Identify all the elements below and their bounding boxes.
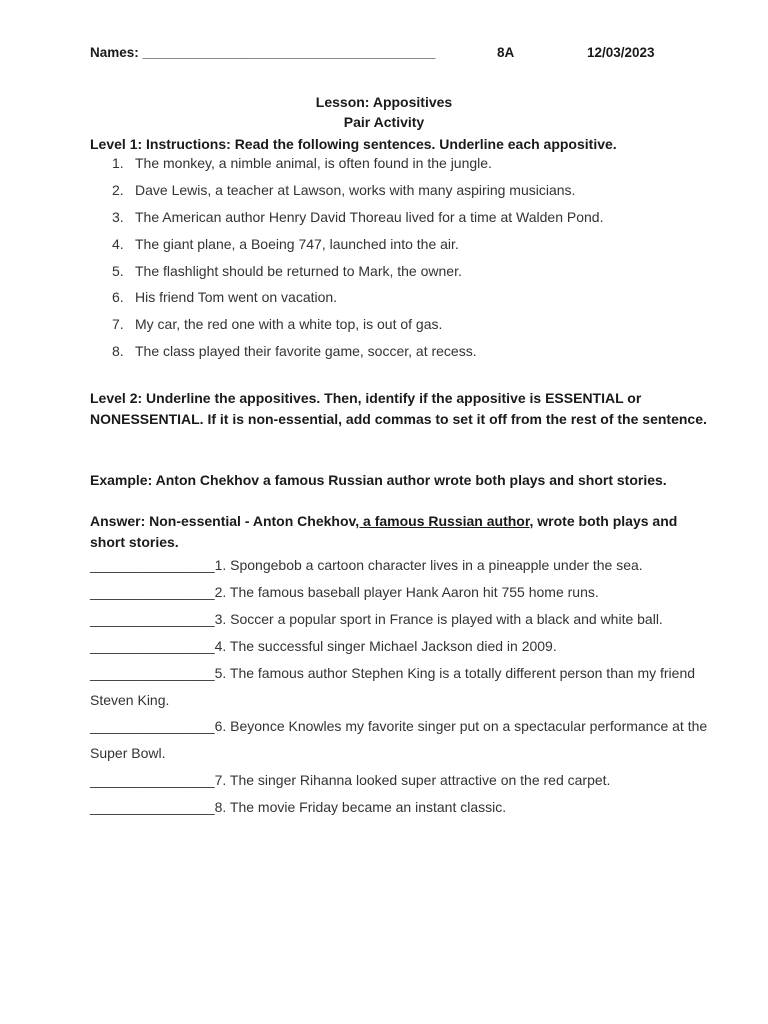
sentence-text: The class played their favorite game, soccer, at recess. xyxy=(135,343,477,360)
level2-instructions: Level 2: Underline the appositives. Then, identify if the appositive is ESSENTIAL or NONESSENTIAL. If it is non-essential, add commas to set it off from the rest of the sentence. xyxy=(90,390,707,427)
sentence-text: His friend Tom went on vacation. xyxy=(135,289,338,306)
answer-blank[interactable]: ________________ xyxy=(90,637,215,654)
list-item xyxy=(90,207,710,234)
answer-underlined-appositive: , a famous Russian author, xyxy=(355,513,534,529)
answer-blank[interactable]: ________________ xyxy=(90,610,215,627)
sentence-text: 5. The famous author Stephen King is a totally different person than my friend Steven King. xyxy=(90,664,696,708)
list-item xyxy=(90,633,710,660)
example-answer xyxy=(90,511,710,552)
item-number: 6. xyxy=(112,289,124,306)
answer-blank[interactable]: ________________ xyxy=(90,557,215,573)
list-item xyxy=(90,767,710,794)
sentence-text: 7. The singer Rihanna looked super attractive on the red carpet. xyxy=(214,772,611,789)
answer-prefix: Answer: Non-essential - Anton Chekhov xyxy=(90,513,356,529)
sentence-text: 6. Beyonce Knowles my favorite singer put on a spectacular performance at the Super Bowl. xyxy=(90,718,708,762)
answer-blank[interactable]: ________________ xyxy=(90,583,215,600)
item-number: 2. xyxy=(112,181,124,198)
level2-list xyxy=(90,552,710,821)
list-item xyxy=(90,180,710,207)
item-number: 3. xyxy=(112,208,124,225)
sentence-text: My car, the red one with a white top, is out of gas. xyxy=(135,316,443,333)
sentence-text: The flashlight should be returned to Mark, the owner. xyxy=(135,262,462,279)
item-number: 5. xyxy=(112,262,124,279)
list-item xyxy=(90,713,710,767)
sentence-text: The American author Henry David Thoreau lived for a time at Walden Pond. xyxy=(135,208,604,225)
example-sentence: Example: Anton Chekhov a famous Russian author wrote both plays and short stories. xyxy=(90,472,667,488)
answer-blank[interactable]: ________________ xyxy=(90,718,215,735)
item-number: 4. xyxy=(112,235,124,252)
list-item xyxy=(90,794,710,821)
list-item xyxy=(90,660,710,714)
list-item xyxy=(90,552,710,579)
lesson-title: Lesson: Appositives xyxy=(315,94,453,110)
item-number: 8. xyxy=(112,343,124,360)
sentence-text: The giant plane, a Boeing 747, launched into the air. xyxy=(135,235,459,252)
sentence-text: 3. Soccer a popular sport in France is played with a black and white ball. xyxy=(214,610,663,627)
names-field: Names: _______________________________________ xyxy=(90,45,436,60)
sentence-text: Dave Lewis, a teacher at Lawson, works with many aspiring musicians. xyxy=(135,181,576,198)
list-item xyxy=(90,341,710,368)
list-item xyxy=(90,261,710,288)
list-item xyxy=(90,606,710,633)
answer-suffix: wrote both plays and short stories. xyxy=(90,513,678,550)
activity-subtitle: Pair Activity xyxy=(343,114,425,130)
answer-blank[interactable]: ________________ xyxy=(90,664,215,681)
sentence-text: 2. The famous baseball player Hank Aaron hit 755 home runs. xyxy=(214,583,599,600)
sentence-text: The monkey, a nimble animal, is often found in the jungle. xyxy=(135,155,492,171)
list-item xyxy=(90,287,710,314)
answer-blank[interactable]: ________________ xyxy=(90,772,215,789)
level1-instructions: Level 1: Instructions: Read the following sentences. Underline each appositive. xyxy=(90,136,617,152)
item-number: 7. xyxy=(112,316,124,333)
sentence-text: 8. The movie Friday became an instant classic. xyxy=(214,799,507,816)
answer-blank[interactable]: ________________ xyxy=(90,799,215,816)
level1-list xyxy=(90,153,710,368)
list-item xyxy=(90,153,710,180)
list-item xyxy=(90,234,710,261)
item-number: 1. xyxy=(112,155,124,171)
sentence-text: 4. The successful singer Michael Jackson died in 2009. xyxy=(214,637,557,654)
class-label: 8A xyxy=(497,45,515,60)
worksheet-header xyxy=(90,45,710,65)
sentence-text: 1. Spongebob a cartoon character lives in a pineapple under the sea. xyxy=(214,557,643,573)
list-item xyxy=(90,579,710,606)
date-label: 12/03/2023 xyxy=(587,45,655,60)
list-item xyxy=(90,314,710,341)
